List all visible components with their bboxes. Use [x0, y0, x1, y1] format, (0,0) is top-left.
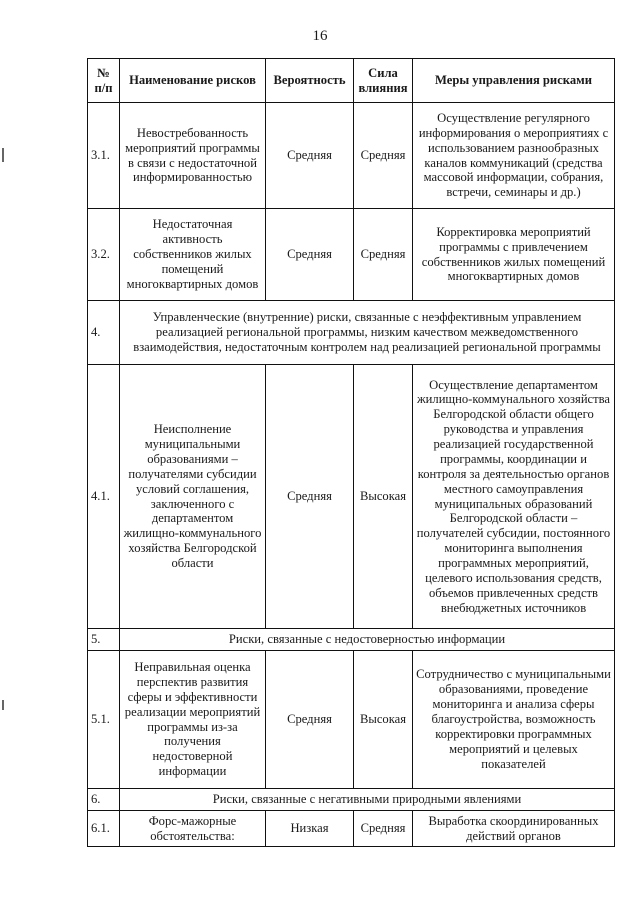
risk-impact: Средняя [354, 811, 413, 847]
risk-impact: Средняя [354, 103, 413, 209]
section-row [88, 789, 615, 811]
header-risk-name: Наименование рисков [120, 59, 266, 103]
risk-name: Форс-мажорные обстоятельства: [120, 811, 266, 847]
row-number: 6. [88, 789, 120, 811]
risk-name: Неправильная оценка перспектив развития сферы и эффективности реализации мероприятий программы из-за получения недостоверной информации [120, 651, 266, 789]
risk-probability: Средняя [266, 651, 354, 789]
scan-edge-mark [2, 148, 4, 162]
risk-probability: Низкая [266, 811, 354, 847]
header-impact: Сила влияния [354, 59, 413, 103]
header-measures: Меры управления рисками [413, 59, 615, 103]
section-title: Управленческие (внутренние) риски, связанные с неэффективным управлением реализацией региональной программы, низким качеством межведомственного взаимодействия, недостаточным контролем над реализацией региональной программы [120, 301, 615, 365]
section-row [88, 629, 615, 651]
risk-name: Недостаточная активность собственников жилых помещений многоквартирных домов [120, 209, 266, 301]
risk-impact: Средняя [354, 209, 413, 301]
risk-name: Неисполнение муниципальными образованиями – получателями субсидии условий соглашения, заключенного с департаментом жилищно-коммунального хозяйства Белгородской области [120, 365, 266, 629]
risk-name: Невостребованность мероприятий программы в связи с недостаточной информированностью [120, 103, 266, 209]
risk-probability: Средняя [266, 365, 354, 629]
table-header-row [88, 59, 615, 103]
page-number: 16 [312, 28, 328, 44]
risk-measures: Корректировка мероприятий программы с привлечением собственников жилых помещений многоквартирных домов [413, 209, 615, 301]
table-row [88, 651, 615, 789]
risk-impact: Высокая [354, 651, 413, 789]
risk-measures: Осуществление регулярного информирования о мероприятиях с использованием разнообразных каналов коммуникаций (средства массовой информации, собрания, встречи, семинары и др.) [413, 103, 615, 209]
table-row [88, 103, 615, 209]
risk-probability: Средняя [266, 103, 354, 209]
header-num: № п/п [88, 59, 120, 103]
scan-edge-mark [2, 700, 4, 710]
section-title: Риски, связанные с негативными природными явлениями [120, 789, 615, 811]
risk-measures: Сотрудничество с муниципальными образованиями, проведение мониторинга и анализа сферы благоустройства, возможность корректировки программных мероприятий и целевых показателей [413, 651, 615, 789]
row-number: 4.1. [88, 365, 120, 629]
risk-measures: Осуществление департаментом жилищно-коммунального хозяйства Белгородской области общего руководства и управления реализацией государственной программы, координации и контроля за деятельностью органов местного самоуправления муниципальных образований Белгородской области – получателей субсидии, постоянного мониторинга выполнения программных мероприятий, целевого использования средств, объемов привлеченных средств внебюджетных источников [413, 365, 615, 629]
row-number: 5.1. [88, 651, 120, 789]
table-row [88, 209, 615, 301]
section-title: Риски, связанные с недостоверностью информации [120, 629, 615, 651]
risk-probability: Средняя [266, 209, 354, 301]
row-number: 4. [88, 301, 120, 365]
table-row [88, 365, 615, 629]
header-probability: Вероятность [266, 59, 354, 103]
section-row [88, 301, 615, 365]
row-number: 6.1. [88, 811, 120, 847]
row-number: 5. [88, 629, 120, 651]
risk-measures: Выработка скоординированных действий органов [413, 811, 615, 847]
row-number: 3.1. [88, 103, 120, 209]
risk-table [87, 58, 615, 847]
risk-impact: Высокая [354, 365, 413, 629]
row-number: 3.2. [88, 209, 120, 301]
table-row [88, 811, 615, 847]
